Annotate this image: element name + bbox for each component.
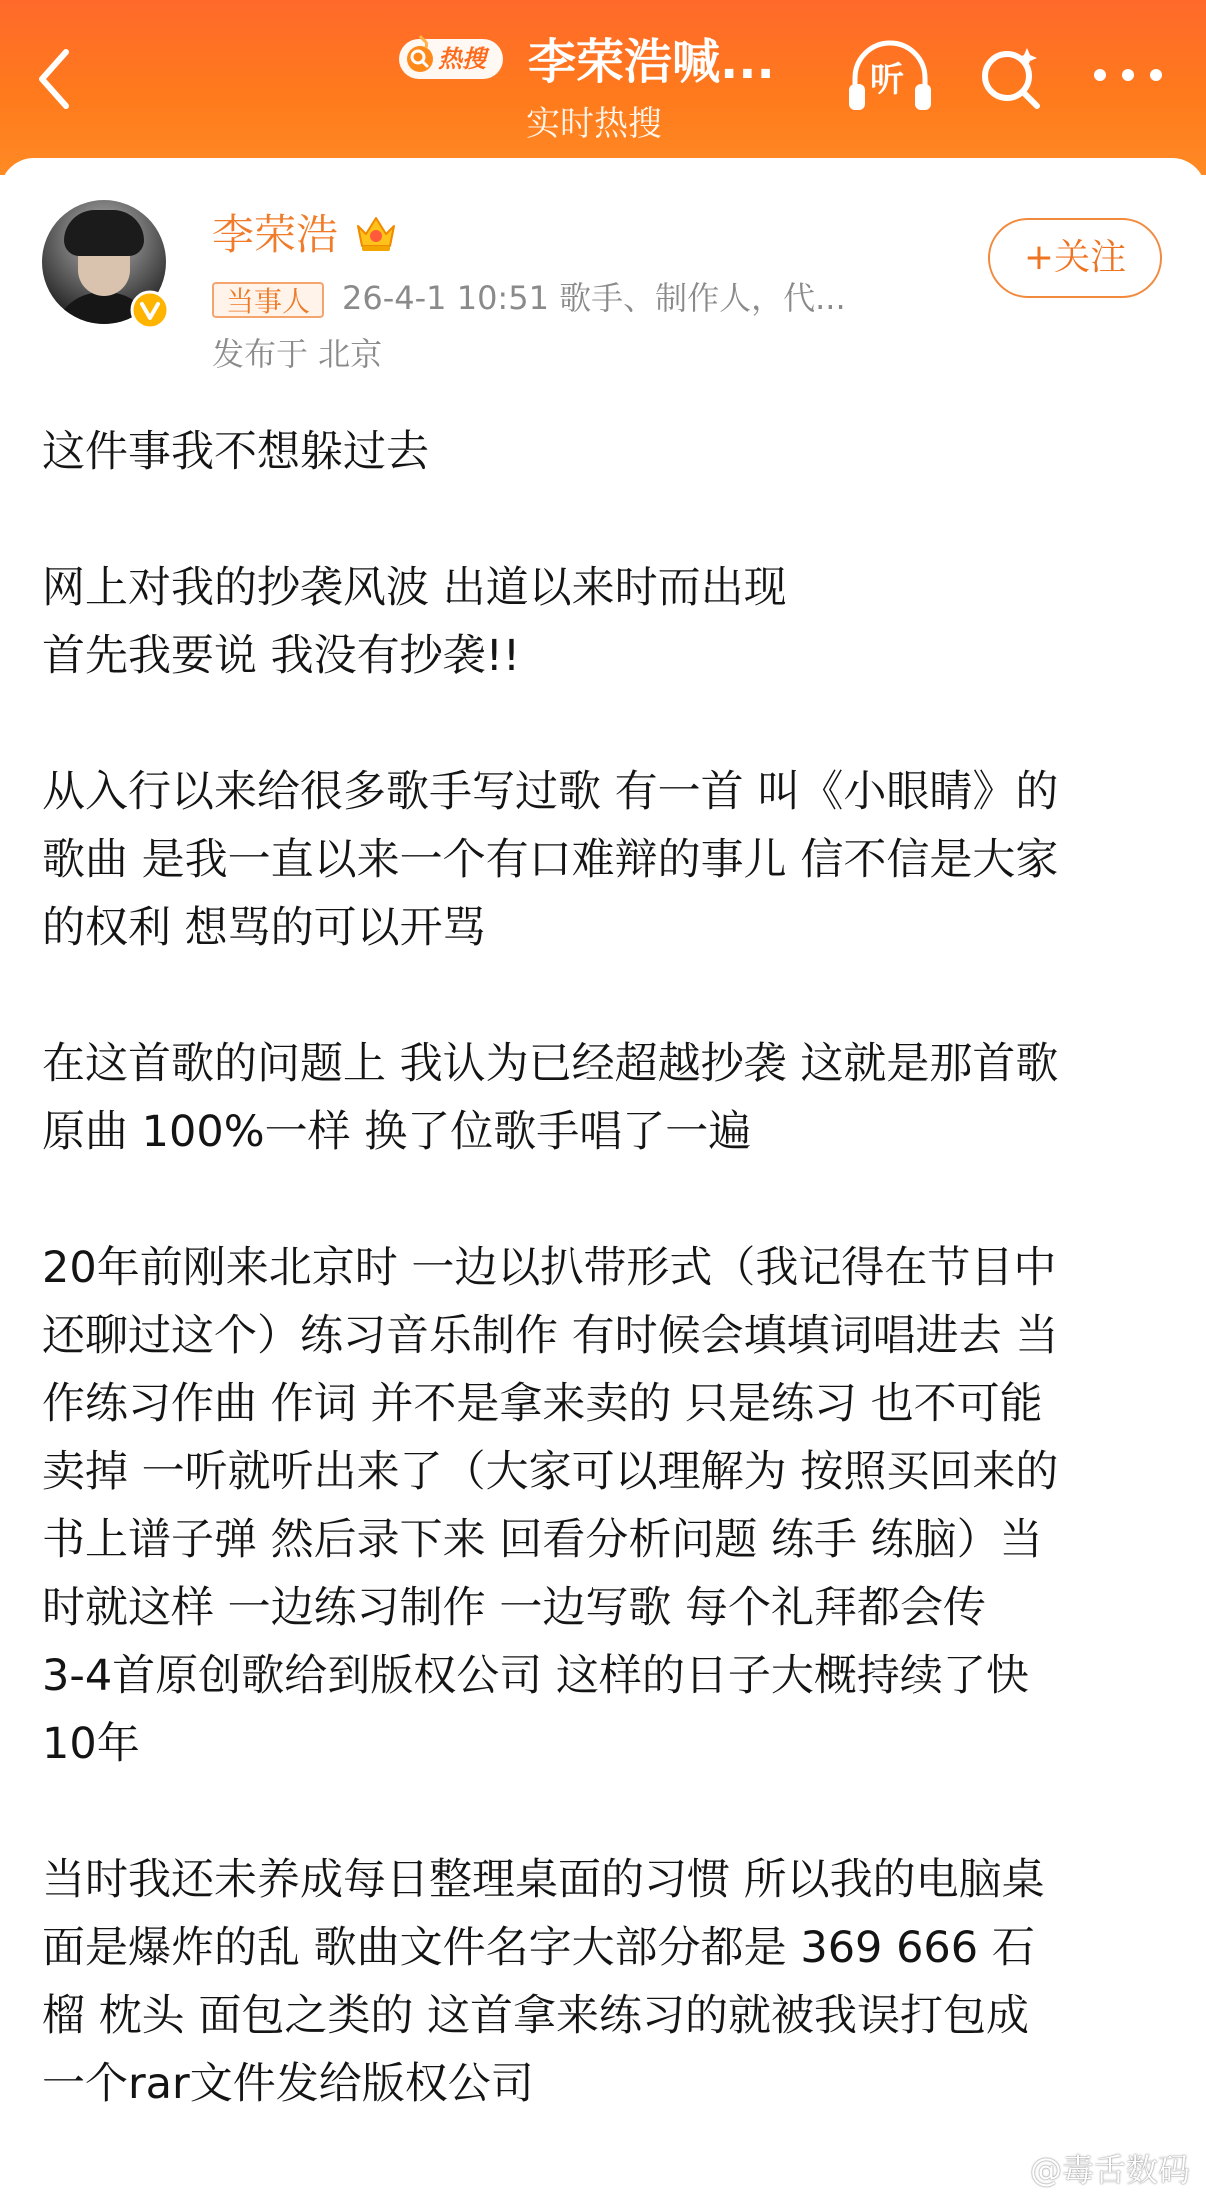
party-tag: 当事人 [212,282,324,318]
page-title: 李荣浩喊... [528,34,775,90]
post-text-line: 榴 枕头 面包之类的 这首拿来练习的就被我误打包成 [42,1991,1030,2041]
author-name[interactable]: 李荣浩 [212,210,339,259]
watermark-text: @毒舌数码 [1029,2151,1190,2189]
post-text-line: 的权利 想骂的可以开骂 [42,903,486,953]
hot-badge-label: 热搜 [438,45,486,73]
verified-badge [130,290,170,330]
watermark [980,2150,1190,2190]
post-text-line: 在这首歌的问题上 我认为已经超越抄袭 这就是那首歌 [42,1039,1059,1089]
post-text-line: 一个rar文件发给版权公司 [42,2059,534,2109]
post-text-line: 作练习作曲 作词 并不是拿来卖的 只是练习 也不可能 [42,1379,1043,1429]
post-text-line: 书上谱子弹 然后录下来 回看分析问题 练手 练脑）当 [42,1515,1043,1565]
paragraph-gap [42,1778,1172,1846]
post-meta: 26-4-1 10:51 歌手、制作人，代... [342,279,846,317]
paragraph-gap [42,486,1172,554]
hot-search-badge [398,34,506,84]
listen-button[interactable] [845,38,935,118]
back-button[interactable] [34,44,74,114]
member-crown[interactable] [352,208,400,256]
post-text-line: 歌曲 是我一直以来一个有口难辩的事儿 信不信是大家 [42,835,1059,885]
paragraph-gap [42,962,1172,1030]
search-button[interactable] [975,38,1047,118]
post-text-line: 首先我要说 我没有抄袭!! [42,631,521,681]
post-location: 发布于 北京 [212,335,383,373]
post-text-line: 从入行以来给很多歌手写过歌 有一首 叫《小眼睛》的 [42,767,1059,817]
header-title-group[interactable] [390,20,830,144]
search-icon [975,38,1047,118]
post-text-line: 3-4首原创歌给到版权公司 这样的日子大概持续了快 [42,1651,1029,1701]
post-text-line: 卖掉 一听就听出来了（大家可以理解为 按照买回来的 [42,1447,1059,1497]
post-text-line: 还聊过这个）练习音乐制作 有时候会填填词唱进去 当 [42,1311,1059,1361]
post-text-line: 这件事我不想躲过去 [42,427,429,477]
more-button[interactable] [1090,60,1166,90]
back-arrow-icon [34,44,74,114]
post-card [0,158,1206,2194]
crown-icon [352,208,400,256]
avatar-hair-shape [64,210,144,256]
post-text-line: 时就这样 一边练习制作 一边写歌 每个礼拜都会传 [42,1583,987,1633]
post-text-line: 20年前刚来北京时 一边以扒带形式（我记得在节目中 [42,1243,1057,1293]
paragraph-gap [42,1166,1172,1234]
top-bar [0,0,1206,175]
verified-icon [130,290,170,330]
post-text-line: 当时我还未养成每日整理桌面的习惯 所以我的电脑桌 [42,1855,1045,1905]
post-text-line: 面是爆炸的乱 歌曲文件名字大部分都是 369 666 石 [42,1923,1035,1973]
follow-button[interactable]: +关注 [988,218,1162,298]
post-text [42,418,1172,2118]
post-text-line: 网上对我的抄袭风波 出道以来时而出现 [42,563,787,613]
post-text-line: 10年 [42,1719,140,1769]
post-text-line: 原曲 100%一样 换了位歌手唱了一遍 [42,1107,752,1157]
page-subtitle: 实时热搜 [526,104,662,144]
more-icon [1090,60,1166,90]
paragraph-gap [42,690,1172,758]
weibo-logo-icon [980,2152,1024,2188]
listen-label: 听 [870,60,904,100]
